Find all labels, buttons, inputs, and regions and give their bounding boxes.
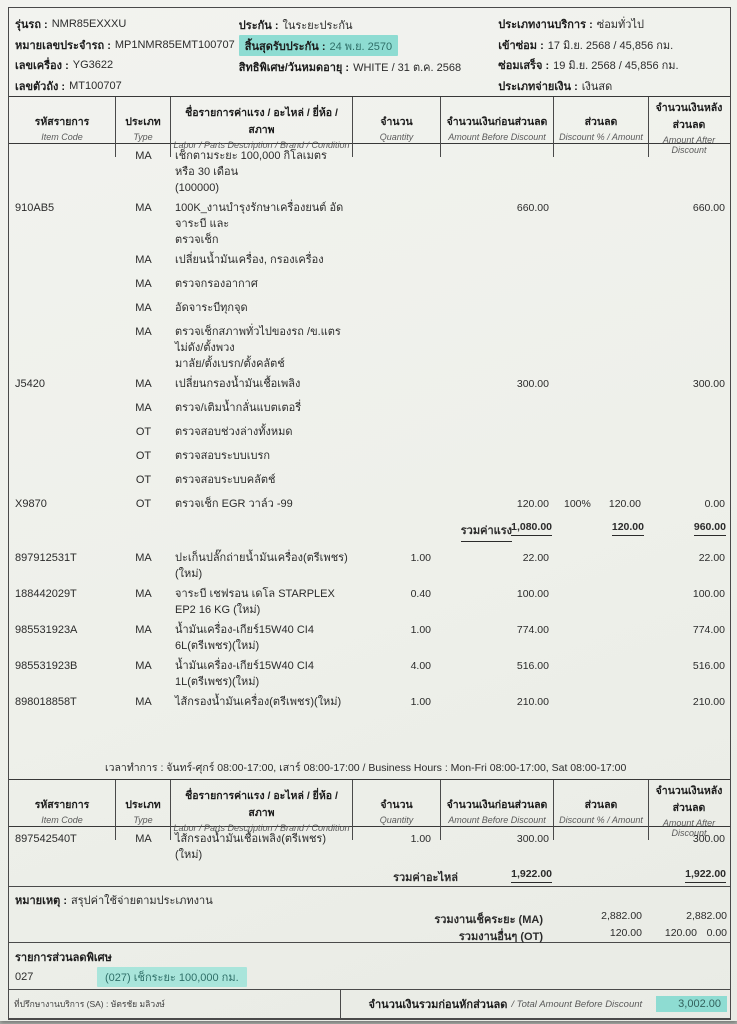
field-label: เข้าซ่อม :: [498, 39, 544, 52]
service-advisor-text: ที่ปรึกษางานบริการ (SA) : ษัตรชัย มลิวงษ์: [14, 999, 165, 1009]
vehicle-info-row: [15, 14, 239, 35]
vehicle-info-row: [239, 14, 498, 35]
table-row: [9, 144, 730, 196]
description-cell: ตรวจเช็ก EGR วาล์ว -99: [175, 498, 293, 510]
description-cell: ตรวจกรองอากาศ: [175, 278, 258, 290]
type-cell: OT: [135, 474, 152, 486]
amount-before-cell: 300.00: [516, 378, 549, 390]
vehicle-header-left: [15, 14, 239, 96]
item-code-cell: 985531923B: [15, 660, 78, 672]
amount-after-cell: 100.00: [692, 588, 725, 600]
col-label: ชื่อรายการค่าแรง / อะไหล่ / ยี่ห้อ / สภาพ: [185, 790, 338, 819]
note-value: สรุปค่าใช้จ่ายตามประเภทงาน: [71, 895, 213, 907]
field-value: ในระยะประกัน: [282, 19, 353, 32]
type-cell: MA: [135, 660, 152, 672]
vehicle-header: [9, 8, 730, 96]
field-value: 24 พ.ย. 2570: [329, 40, 393, 53]
special-discount-code: 027: [15, 971, 34, 983]
table-row: [9, 272, 730, 296]
description-cell: เปลี่ยนกรองน้ำมันเชื้อเพลิง: [175, 378, 301, 390]
labor-total-after: 960.00: [694, 521, 726, 536]
field-label: ประเภทจ่ายเงิน :: [498, 80, 578, 93]
vehicle-info-row: [498, 14, 726, 35]
col-label-en: Type: [133, 814, 153, 825]
type-cell: MA: [135, 254, 152, 266]
description-cell: ตรวจสอบระบบเบรก: [175, 450, 271, 462]
col-label-en: Labor / Parts Description / Brand / Condition: [173, 823, 350, 833]
vehicle-info-row: [239, 56, 498, 77]
table-row: [9, 320, 730, 372]
description-cell: เปลี่ยนน้ำมันเครื่อง, กรองเครื่อง: [175, 254, 324, 266]
description-cell: ตรวจสอบช่วงล่างทั้งหมด: [175, 426, 293, 438]
col-label: ประเภท: [125, 798, 161, 811]
table-body: [9, 144, 730, 756]
description-cell: ตรวจ/เติมน้ำกลั่นแบตเตอรี่: [175, 402, 302, 414]
description-cell: จาระบี เชฟรอน เดโล STARPLEX EP2 16 KG (ใหม่): [175, 588, 335, 616]
vehicle-info-row: [498, 76, 726, 97]
table-header: [9, 96, 730, 155]
description-cell: 100K_งานบำรุงรักษาเครื่องยนต์ อัดจาระบี และ ตรวจเช็ก: [175, 202, 344, 246]
field-label: ประเภทงานบริการ :: [498, 19, 593, 32]
parts-total-row: [9, 863, 730, 886]
col-label-en: Amount Before Discount: [448, 814, 546, 825]
field-label: ประกัน :: [238, 19, 279, 32]
labor-parts-table: [9, 96, 730, 756]
amount-before-cell: 300.00: [516, 833, 549, 845]
type-cell: MA: [135, 552, 152, 564]
col-label-en: Discount % / Amount: [559, 814, 643, 825]
amount-after-cell: 210.00: [692, 696, 725, 708]
vehicle-info-row: [15, 76, 239, 97]
field-value: ซ่อมทั่วไป: [596, 19, 644, 32]
amount-before-cell: 120.00: [516, 498, 549, 510]
col-label: ส่วนลด: [584, 798, 618, 811]
description-cell: ปะเก็นปลั๊กถ่ายน้ำมันเครื่อง(ตรีเพชร)(ใหม่): [175, 552, 348, 580]
blank-space: [9, 719, 730, 756]
field-value: YG3622: [72, 59, 114, 72]
amount-after-cell: 774.00: [692, 624, 725, 636]
col-label: ชื่อรายการค่าแรง / อะไหล่ / ยี่ห้อ / สภาพ: [185, 107, 338, 136]
amount-before-cell: 660.00: [516, 202, 549, 214]
item-code-cell: 897912531T: [15, 552, 77, 564]
table-row: [9, 546, 730, 582]
table-row: [9, 690, 730, 719]
type-cell: MA: [135, 302, 152, 314]
item-code-cell: X9870: [15, 498, 47, 510]
amount-before-cell: 100.00: [516, 588, 549, 600]
description-cell: อัดจาระบีทุกจุด: [175, 302, 248, 314]
vehicle-info-row: [239, 35, 398, 56]
labor-total-discount: 120.00: [612, 521, 644, 536]
table-row: [9, 468, 730, 492]
field-value: 19 มิ.ย. 2568 / 45,856 กม.: [553, 60, 679, 73]
col-label-en: Type: [133, 131, 153, 142]
amount-before-cell: 516.00: [516, 660, 549, 672]
parts-table-page2: [9, 779, 730, 887]
business-hours: [9, 756, 730, 779]
field-value: MP1NMR85EMT100707: [114, 38, 235, 51]
type-cell: MA: [135, 696, 152, 708]
description-cell: ตรวจเช็กสภาพทั่วไปของรถ /ข.แตรไม่ดัง/ตั้งพวง มาลัย/ตั้งเบรก/ตั้งคลัตช์: [175, 326, 341, 370]
amount-after-cell: 22.00: [698, 552, 725, 564]
labor-total-before: 1,080.00: [511, 521, 552, 536]
vehicle-info-row: [15, 55, 239, 76]
amount-before-cell: 22.00: [522, 552, 549, 564]
type-cell: MA: [135, 624, 152, 636]
discount-cell: [554, 496, 649, 512]
quantity-cell: 1.00: [410, 624, 431, 636]
type-cell: MA: [135, 588, 152, 600]
col-label: จำนวนเงินก่อนส่วนลด: [446, 115, 548, 128]
quantity-cell: 1.00: [410, 833, 431, 845]
field-value: WHITE / 31 ต.ค. 2568: [353, 61, 462, 74]
vehicle-info-row: [15, 35, 239, 56]
amount-after-cell: 660.00: [692, 202, 725, 214]
table-row: [9, 618, 730, 654]
col-label: จำนวน: [380, 798, 413, 811]
discount-amount: 120.00: [608, 498, 641, 510]
col-label: รหัสรายการ: [34, 115, 90, 128]
quantity-cell: 1.00: [410, 696, 431, 708]
description-cell: เช็กตามระยะ 100,000 กิโลเมตร หรือ 30 เดือน (100000): [175, 150, 327, 194]
amount-after-cell: 0.00: [704, 498, 725, 510]
vehicle-info-row: [498, 55, 726, 76]
table-row: [9, 492, 730, 516]
summary-row-ot: [9, 927, 730, 944]
parts-total-before: 1,922.00: [511, 868, 552, 883]
type-cell: OT: [135, 498, 152, 510]
col-label: จำนวนเงินหลังส่วนลด: [655, 785, 723, 814]
type-cell: MA: [135, 402, 152, 414]
field-label: ซ่อมเสร็จ :: [498, 60, 550, 73]
amount-before-cell: 210.00: [516, 696, 549, 708]
type-cell: OT: [135, 450, 152, 462]
type-cell: OT: [135, 426, 152, 438]
amount-after-cell: 300.00: [692, 378, 725, 390]
field-value: 17 มิ.ย. 2568 / 45,856 กม.: [547, 39, 674, 52]
col-label-en: Amount Before Discount: [448, 131, 546, 142]
col-label: รหัสรายการ: [34, 798, 90, 811]
field-label: เลขเครื่อง :: [15, 60, 69, 73]
amount-after-cell: 516.00: [692, 660, 725, 672]
vehicle-header-right: [498, 14, 726, 96]
quantity-cell: 0.40: [410, 588, 431, 600]
col-label: ส่วนลด: [584, 115, 618, 128]
summary-label: รวมงานเช็คระยะ (MA): [434, 914, 543, 926]
vehicle-info-row: [498, 35, 726, 56]
footer: [9, 989, 730, 1018]
summary-after: 2,882.00: [686, 910, 727, 922]
col-label-en: Amount After Discount: [662, 818, 716, 838]
item-code-cell: 188442029T: [15, 588, 77, 600]
col-label-en: Labor / Parts Description / Brand / Condition: [173, 140, 350, 150]
item-code-cell: J5420: [15, 378, 45, 390]
table-header: [9, 779, 730, 838]
col-label: จำนวนเงินก่อนส่วนลด: [446, 798, 548, 811]
table-row: [9, 396, 730, 420]
summary-section: [9, 887, 730, 942]
type-cell: MA: [135, 150, 152, 162]
field-value: MT100707: [69, 79, 122, 92]
vehicle-header-middle: [239, 14, 498, 96]
description-cell: น้ำมันเครื่อง-เกียร์15W40 CI4 1L(ตรีเพชร)(ใหม่): [175, 660, 314, 688]
field-value: เงินสด: [581, 80, 613, 93]
field-label: สิทธิพิเศษ/วันหมดอายุ :: [238, 61, 350, 74]
field-label: สิ้นสุดรับประกัน :: [244, 40, 326, 53]
col-label: ประเภท: [125, 115, 161, 128]
grand-total-value: 3,002.00: [656, 996, 727, 1012]
business-hours-text: เวลาทำการ : จันทร์-ศุกร์ 08:00-17:00, เสาร์ 08:00-17:00 / Business Hours : Mon-Fri 08:00-17:00, Sat 08:00-17:00: [105, 762, 627, 774]
col-label-en: Item Code: [41, 814, 83, 825]
type-cell: MA: [135, 202, 152, 214]
labor-total-row: [9, 516, 730, 546]
grand-total-label-en: / Total Amount Before Discount: [511, 998, 643, 1010]
col-label-en: Quantity: [379, 814, 414, 825]
field-label: เลขตัวถัง :: [15, 80, 66, 93]
item-code-cell: 910AB5: [15, 202, 55, 214]
table-row: [9, 827, 730, 863]
note-line: [9, 890, 730, 910]
labor-total-label: รวมค่าแรง: [461, 521, 512, 542]
quantity-cell: 4.00: [410, 660, 431, 672]
parts-total-label: รวมค่าอะไหล่: [393, 868, 458, 886]
type-cell: MA: [135, 326, 152, 338]
parts-total-after: 1,922.00: [685, 868, 726, 883]
service-advisor: [9, 990, 341, 1018]
field-label: รุ่นรถ :: [15, 19, 48, 32]
invoice-sheet: [8, 7, 731, 1020]
table-row: [9, 296, 730, 320]
grand-total-label: จำนวนเงินรวมก่อนหักส่วนลด: [368, 999, 508, 1011]
description-cell: น้ำมันเครื่อง-เกียร์15W40 CI4 6L(ตรีเพชร)(ใหม่): [175, 624, 314, 652]
special-discount-row: [9, 967, 730, 987]
amount-after-cell: 300.00: [692, 833, 725, 845]
summary-label: รวมงานอื่นๆ (OT): [458, 931, 543, 943]
col-label-en: Discount % / Amount: [559, 131, 643, 142]
table-row: [9, 372, 730, 396]
field-label: หมายเลขประจำรถ :: [15, 39, 111, 52]
table-row: [9, 444, 730, 468]
special-discount-desc: (027) เช็กระยะ 100,000 กม.: [97, 967, 247, 987]
summary-discount: 120.00: [664, 927, 697, 939]
col-label-en: Quantity: [379, 131, 414, 142]
item-code-cell: 898018858T: [15, 696, 77, 708]
col-label: จำนวนเงินหลังส่วนลด: [655, 102, 723, 131]
summary-before: 2,882.00: [601, 910, 642, 922]
summary-row-ma: [9, 910, 730, 927]
summary-before: 120.00: [609, 927, 642, 939]
special-discount-section: [9, 942, 730, 989]
amount-before-cell: 774.00: [516, 624, 549, 636]
table-row: [9, 582, 730, 618]
type-cell: MA: [135, 378, 152, 390]
description-cell: ไส้กรองน้ำมันเชื้อเพลิง(ตรีเพชร)(ใหม่): [175, 833, 326, 861]
col-label-en: Amount After Discount: [662, 135, 716, 155]
summary-after: 0.00: [706, 927, 727, 939]
field-value: NMR85EXXXU: [51, 18, 127, 31]
discount-percent: 100%: [564, 498, 591, 510]
table-row: [9, 196, 730, 248]
item-code-cell: 897542540T: [15, 833, 77, 845]
col-label: จำนวน: [380, 115, 413, 128]
table-body: [9, 827, 730, 886]
quantity-cell: 1.00: [410, 552, 431, 564]
description-cell: ตรวจสอบระบบคลัตช์: [175, 474, 276, 486]
table-row: [9, 248, 730, 272]
special-discount-title: รายการส่วนลดพิเศษ: [15, 952, 112, 964]
type-cell: MA: [135, 833, 152, 845]
col-label-en: Item Code: [41, 131, 83, 142]
grand-total: [341, 990, 730, 1018]
description-cell: ไส้กรองน้ำมันเครื่อง(ตรีเพชร)(ใหม่): [175, 696, 342, 708]
table-row: [9, 654, 730, 690]
item-code-cell: 985531923A: [15, 624, 78, 636]
table-row: [9, 420, 730, 444]
type-cell: MA: [135, 278, 152, 290]
note-label: หมายเหตุ :: [15, 895, 67, 907]
